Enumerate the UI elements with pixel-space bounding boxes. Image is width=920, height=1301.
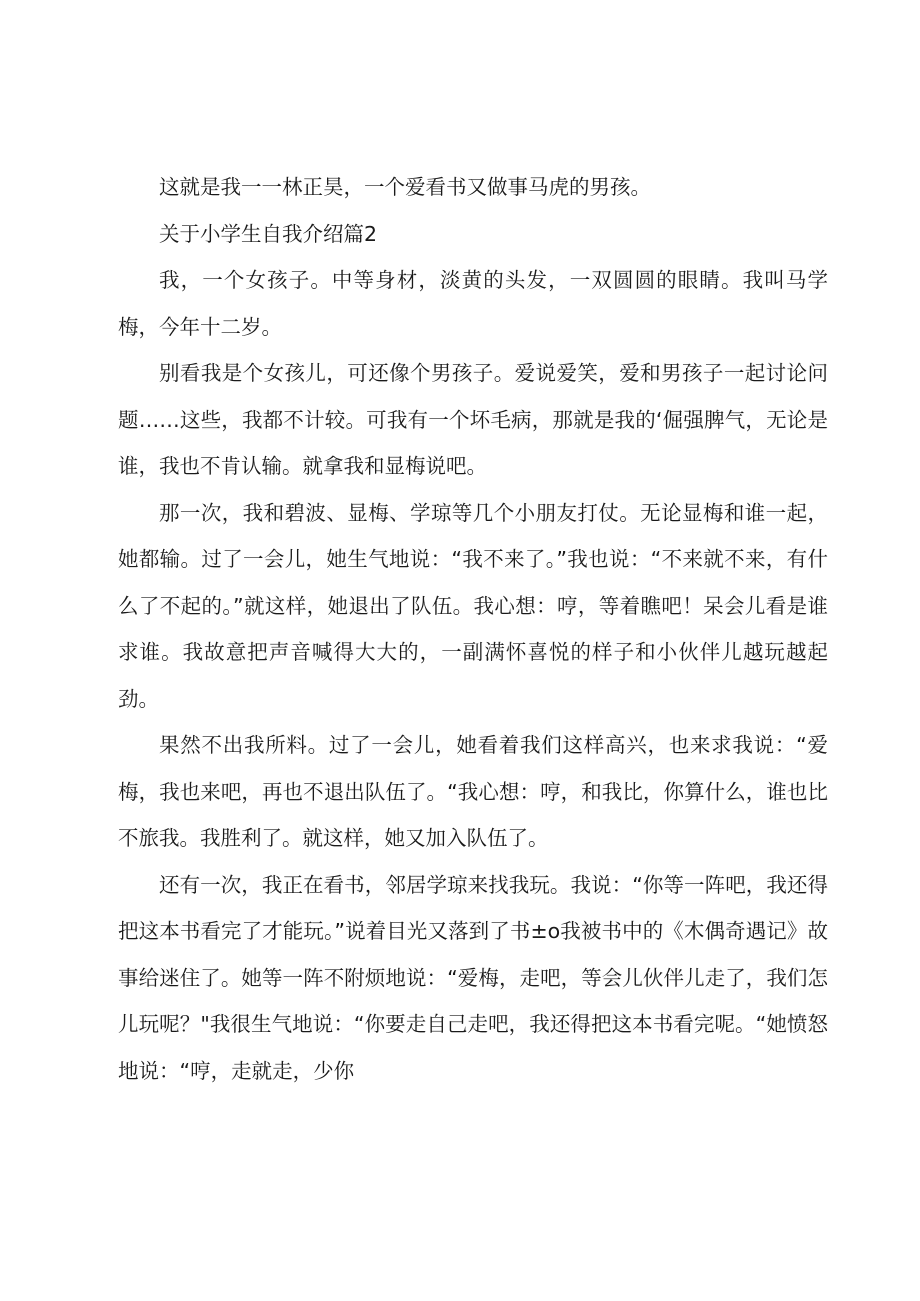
paragraph-reading-story: 还有一次，我正在看书，邻居学琼来找我玩。我说：“你等一阵吧，我还得把这本书看完了才能玩。”说着目光又落到了书±o我被书中的《木偶奇遇记》故事给迷住了。她等一阵不附烦地说：“爱梅，走吧，等会儿伙伴儿走了，我们怎儿玩呢？"我很生气地说：“你要走自己走吧，我还得把这本书看完呢。“她愤怒地说：“哼，走就走，少你 [118,872,828,1083]
paragraph-intro: 我，一个女孩子。中等身材，淡黄的头发，一双圆圆的眼睛。我叫马学梅，今年十二岁。 [118,268,828,339]
paragraph-personality: 别看我是个女孩儿，可还像个男孩子。爱说爱笑，爱和男孩子一起讨论问题……这些，我都不计较。可我有一个坏毛病，那就是我的‘倔强脾气，无论是谁，我也不肯认输。就拿我和显梅说吧。 [118,361,828,478]
paragraph-closing-line: 这就是我一一林正昊，一个爱看书又做事马虎的男孩。 [159,175,651,199]
section-heading: 关于小学生自我介绍篇2 [159,221,378,246]
document-body [118,164,828,1094]
paragraph-game-story: 那一次，我和碧波、显梅、学琼等几个小朋友打仗。无论显梅和谁一起，她都输。过了一会儿，她生气地说：“我不来了。”我也说：“不来就不来，有什么了不起的。”就这样，她退出了队伍。我心想：哼，等着瞧吧！呆会儿看是谁求谁。我故意把声音喊得大大的，一副满怀喜悦的样子和小伙伴儿越玩越起劲。 [118,500,828,711]
paragraph-outcome: 果然不出我所料。过了一会儿，她看着我们这样高兴，也来求我说：“爱梅，我也来吧，再也不退出队伍了。“我心想：哼，和我比，你算什么，谁也比不旅我。我胜利了。就这样，她又加入队伍了。 [118,733,828,850]
